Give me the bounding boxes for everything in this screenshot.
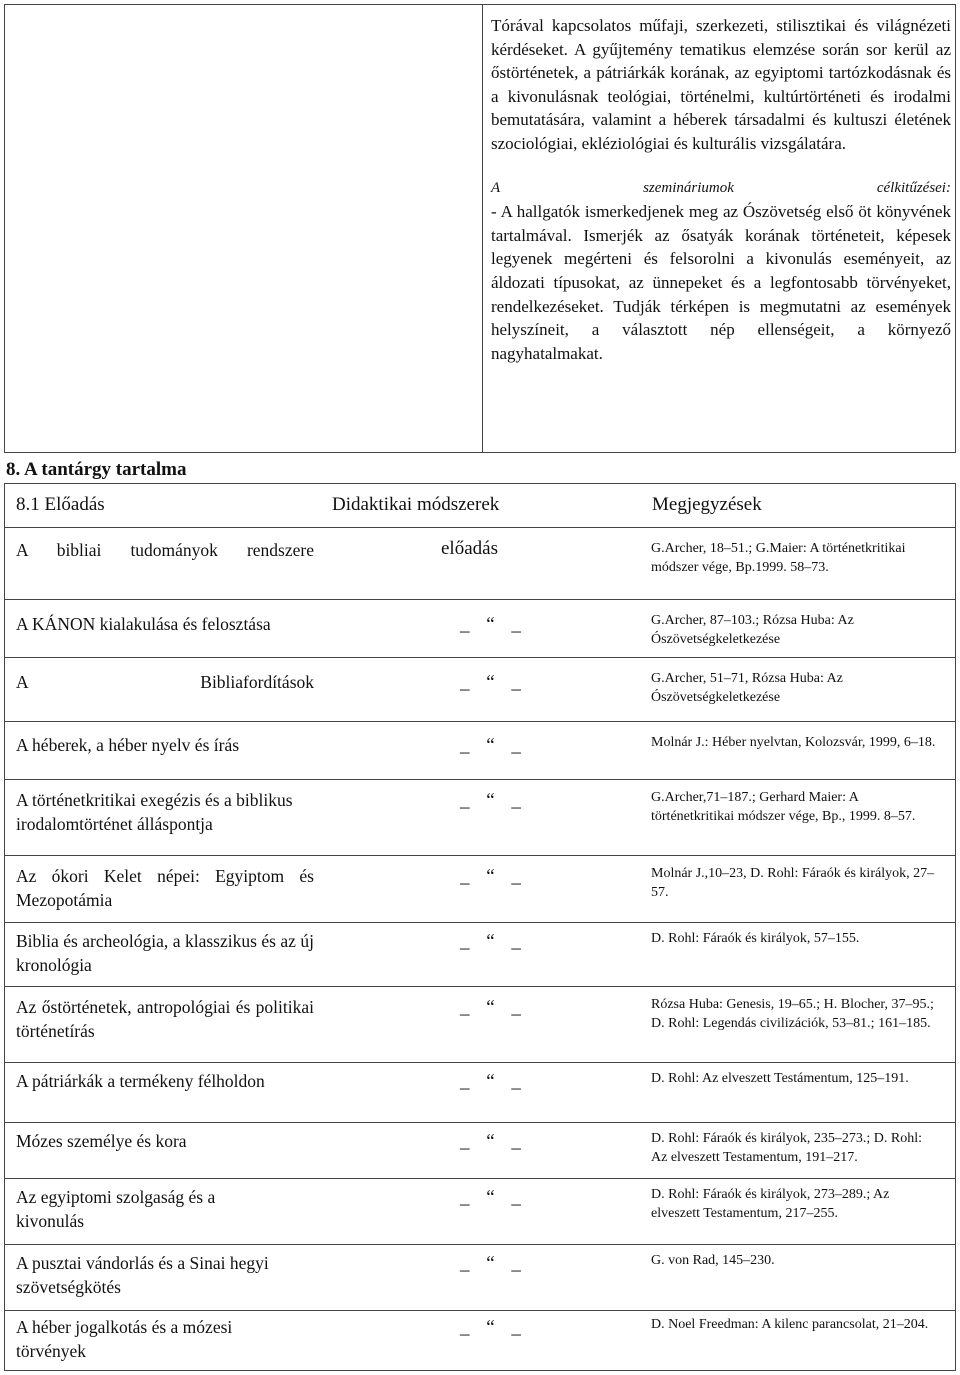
row-topic: A héber jogalkotás és a mózesi törvények xyxy=(16,1317,233,1361)
row-method-ditto: _ “ _ xyxy=(460,735,527,756)
header-note: Megjegyzések xyxy=(652,494,762,515)
row-method-ditto: _ “ _ xyxy=(460,1131,527,1152)
column-divider xyxy=(482,5,483,452)
section-title: 8. A tantárgy tartalma xyxy=(6,459,187,480)
objectives-box xyxy=(4,4,956,453)
table-row xyxy=(5,600,955,658)
row-note: D. Noel Freedman: A kilenc parancsolat, 21–204. xyxy=(651,1317,929,1332)
row-method-ditto: _ “ _ xyxy=(460,997,527,1018)
content-table xyxy=(4,483,956,1371)
description-paragraph: Tórával kapcsolatos műfaji, szerkezeti, stilisztikai és világnézeti kérdéseket. A gyűjtemény tematikus elemzése során sor kerül az őstörténetek, a pátriárkák korának, az egyiptomi tartózkodásnak és a kivonulásnak teológiai, történelmi, kultúrtörténeti és irodalmi bemutatására, valamint a héberek társadalmi és kultuszi életének szociológiai, ekléziológiai és kulturális vizsgálatára. xyxy=(491,16,951,153)
table-row xyxy=(5,1063,955,1123)
table-row xyxy=(5,527,955,600)
row-method: előadás xyxy=(441,538,498,559)
row-method-ditto: _ “ _ xyxy=(460,931,527,952)
row-method-ditto: _ “ _ xyxy=(460,672,527,693)
table-row xyxy=(5,1311,955,1372)
table-row xyxy=(5,923,955,987)
row-topic: A Bibliafordítások xyxy=(16,672,314,692)
row-note: G.Archer, 18–51.; G.Maier: A történetkritikai módszer vége, Bp.1999. 58–73. xyxy=(651,541,906,575)
row-note: D. Rohl: Fáraók és királyok, 273–289.; Az elveszett Testamentum, 217–255. xyxy=(651,1187,890,1221)
row-method-ditto: _ “ _ xyxy=(460,866,527,887)
row-note: D. Rohl: Fáraók és királyok, 57–155. xyxy=(651,931,860,946)
row-topic: A héberek, a héber nyelv és írás xyxy=(16,735,240,755)
table-row xyxy=(5,987,955,1063)
row-note: G.Archer, 87–103.; Rózsa Huba: Az Ószövetségkeletkezése xyxy=(651,613,854,647)
row-method-ditto: _ “ _ xyxy=(460,1071,527,1092)
row-note: D. Rohl: Fáraók és királyok, 235–273.; D. Rohl: Az elveszett Testamentum, 191–217. xyxy=(651,1131,923,1165)
header-method: Didaktikai módszerek xyxy=(332,494,500,515)
header-topic: 8.1 Előadás xyxy=(16,494,105,515)
row-method-ditto: _ “ _ xyxy=(460,1253,527,1274)
row-note: G.Archer,71–187.; Gerhard Maier: A történetkritikai módszer vége, Bp., 1999. 8–57. xyxy=(651,790,916,824)
row-note: Molnár J.: Héber nyelvtan, Kolozsvár, 1999, 6–18. xyxy=(651,735,936,750)
row-note: D. Rohl: Az elveszett Testámentum, 125–191. xyxy=(651,1071,909,1086)
table-row xyxy=(5,856,955,923)
row-note: G.Archer, 51–71, Rózsa Huba: Az Ószövetségkeletkezése xyxy=(651,671,843,705)
row-topic: Biblia és archeológia, a klasszikus és az új kronológia xyxy=(16,931,314,975)
table-row xyxy=(5,658,955,722)
table-row xyxy=(5,722,955,780)
row-method-ditto: _ “ _ xyxy=(460,790,527,811)
table-row xyxy=(5,780,955,856)
row-topic: Az egyiptomi szolgaság és a kivonulás xyxy=(16,1187,216,1231)
row-method-ditto: _ “ _ xyxy=(460,614,527,635)
row-topic: A pusztai vándorlás és a Sinai hegyi szövetségkötés xyxy=(16,1253,269,1297)
row-note: G. von Rad, 145–230. xyxy=(651,1253,775,1268)
row-method-ditto: _ “ _ xyxy=(460,1317,527,1338)
table-row xyxy=(5,1245,955,1311)
seminar-goals-text: - A hallgatók ismerkedjenek meg az Ószövetség első öt könyvének tartalmával. Ismerjék az ősatyák korának történeteit, képesek legyenek megérteni és felsorolni a kivonulás eseményeit, az áldozati típusokat, az ünnepeket és a legfontosabb törvényeket, rendelkezéseket. Tudják térképen is megmutatni az események helyszíneit, a választott nép ellenségeit, a környező nagyhatalmakat. xyxy=(491,202,951,363)
row-note: Rózsa Huba: Genesis, 19–65.; H. Blocher, 37–95.; D. Rohl: Legendás civilizációk, 53–81.; 161–185. xyxy=(651,997,934,1031)
table-header xyxy=(5,484,955,528)
row-topic: A történetkritikai exegézis és a biblikus irodalomtörténet álláspontja xyxy=(16,790,293,834)
course-description xyxy=(491,14,951,365)
row-topic: A bibliai tudományok rendszere xyxy=(16,540,314,560)
row-topic: A pátriárkák a termékeny félholdon xyxy=(16,1071,265,1091)
table-row xyxy=(5,1179,955,1245)
row-note: Molnár J.,10–23, D. Rohl: Fáraók és királyok, 27–57. xyxy=(651,866,935,900)
row-method-ditto: _ “ _ xyxy=(460,1187,527,1208)
row-topic: A KÁNON kialakulása és felosztása xyxy=(16,614,271,634)
row-topic: Mózes személye és kora xyxy=(16,1131,187,1151)
row-topic: Az ókori Kelet népei: Egyiptom és Mezopotámia xyxy=(16,866,314,910)
row-topic: Az őstörténetek, antropológiai és politikai történetírás xyxy=(16,997,314,1041)
table-row xyxy=(5,1123,955,1179)
seminar-goals-heading: A szemináriumok célkitűzései: xyxy=(491,179,951,196)
